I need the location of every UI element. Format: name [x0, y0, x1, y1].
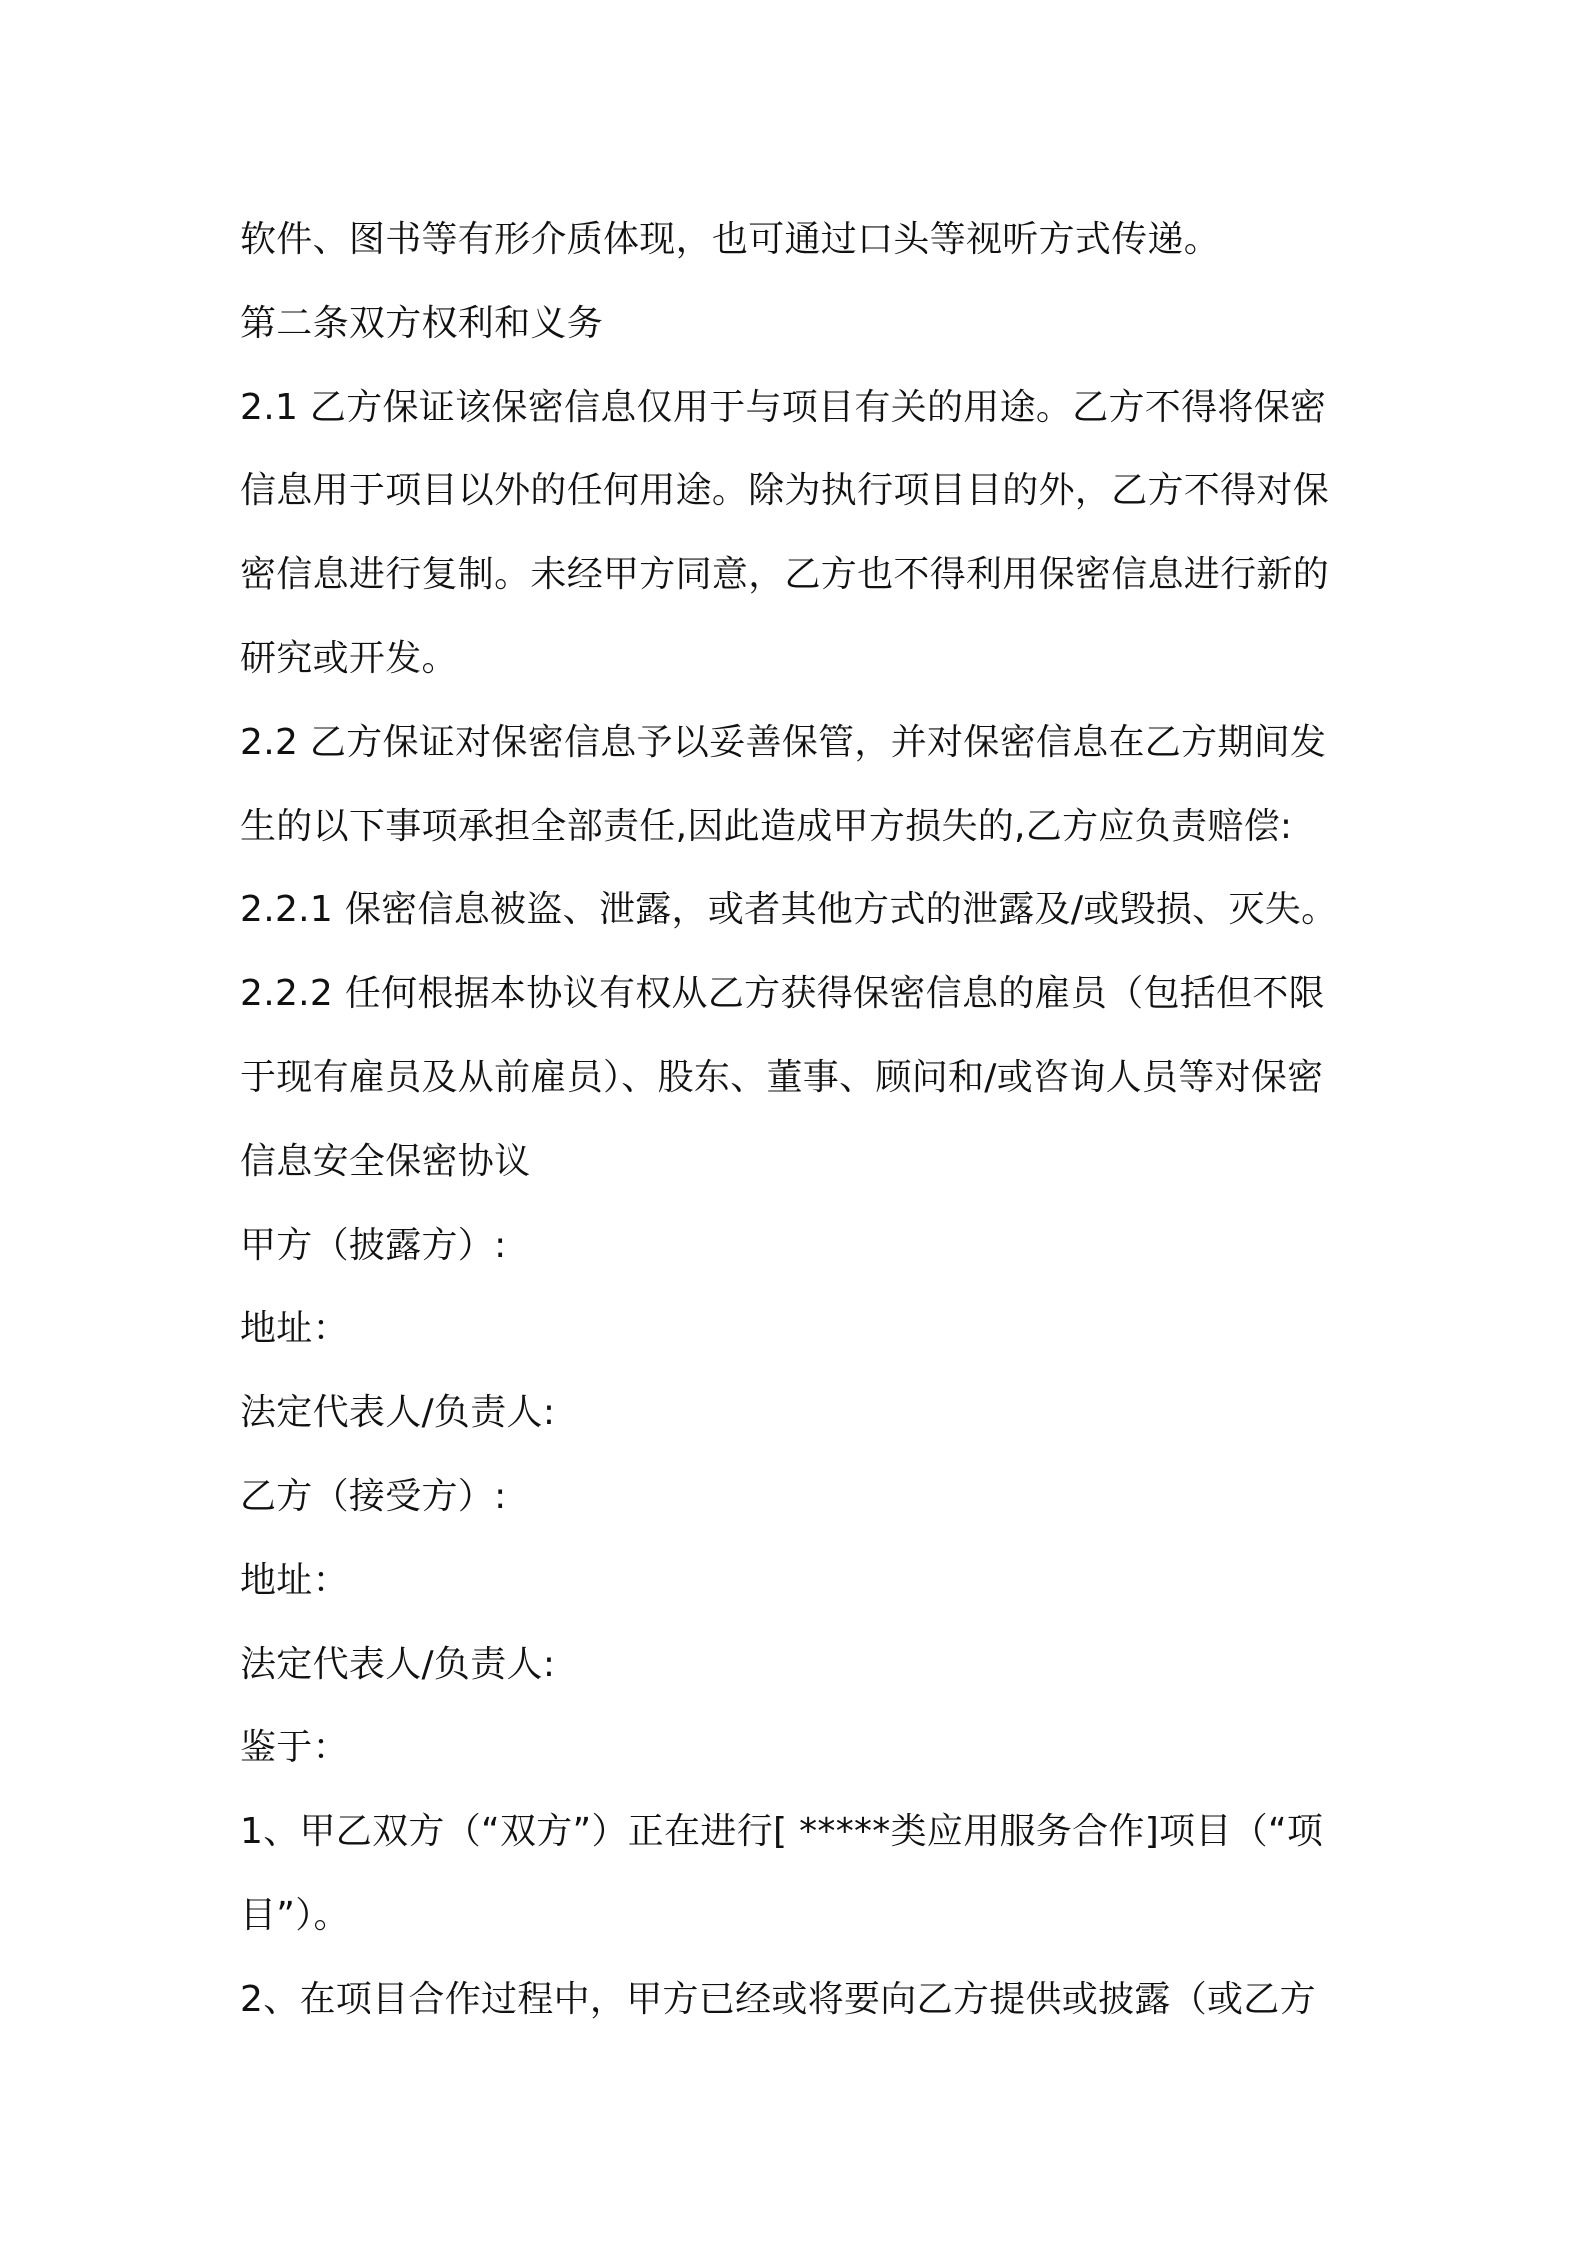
text-line: 2、在项目合作过程中，甲方已经或将要向乙方提供或披露（或乙方 — [240, 1978, 1316, 2020]
text-line: 2.2 乙方保证对保密信息予以妥善保管，并对保密信息在乙方期间发 — [240, 721, 1327, 763]
text-line: 密信息进行复制。未经甲方同意，乙方也不得利用保密信息进行新的 — [240, 554, 1330, 596]
text-line: 2.1 乙方保证该保密信息仅用于与项目有关的用途。乙方不得将保密 — [240, 386, 1327, 428]
text-line: 2.2.2 任何根据本协议有权从乙方获得保密信息的雇员（包括但不限 — [240, 973, 1325, 1015]
document-body — [240, 198, 1360, 2042]
text-line: 软件、图书等有形介质体现，也可通过口头等视听方式传递。 — [240, 219, 1221, 260]
party-b-label: 乙方（接受方）: — [240, 1475, 507, 1517]
text-line: 于现有雇员及从前雇员）、股东、董事、顾问和/或咨询人员等对保密 — [240, 1056, 1324, 1098]
party-b-address-label: 地址： — [240, 1559, 349, 1601]
party-a-address-label: 地址： — [240, 1308, 349, 1350]
party-b-representative-label: 法定代表人/负责人: — [240, 1643, 556, 1685]
text-line: 研究或开发。 — [240, 637, 458, 679]
party-a-representative-label: 法定代表人/负责人: — [240, 1392, 556, 1434]
text-line: 生的以下事项承担全部责任,因此造成甲方损失的,乙方应负责赔偿: — [240, 805, 1293, 847]
text-line: 信息用于项目以外的任何用途。除为执行项目目的外，乙方不得对保 — [240, 470, 1330, 512]
section-heading: 第二条双方权利和义务 — [240, 302, 604, 344]
text-line: 目”）。 — [240, 1894, 350, 1936]
party-a-label: 甲方（披露方）: — [240, 1224, 507, 1266]
text-line: 1、甲乙双方（“双方”）正在进行[ *****类应用服务合作]项目（“项 — [240, 1811, 1324, 1853]
document-title: 信息安全保密协议 — [240, 1140, 531, 1182]
whereas-label: 鉴于： — [240, 1727, 349, 1769]
text-line: 2.2.1 保密信息被盗、泄露，或者其他方式的泄露及/或毁损、灭失。 — [240, 889, 1338, 931]
